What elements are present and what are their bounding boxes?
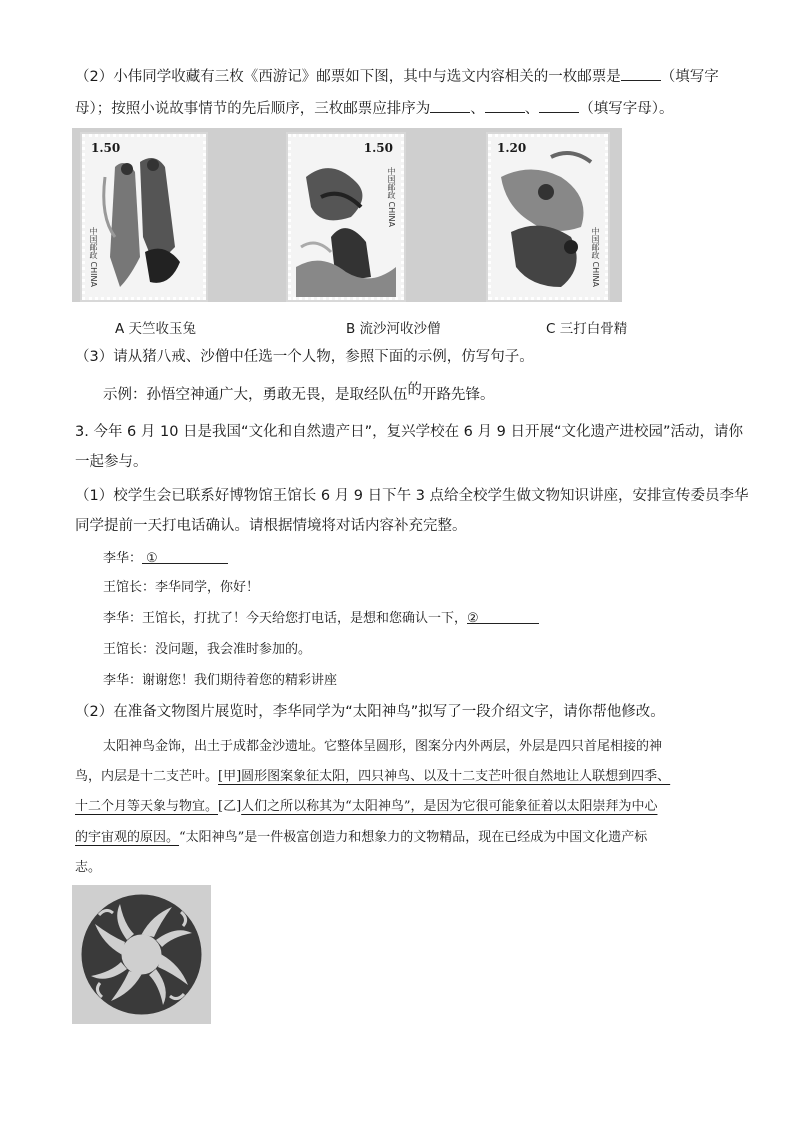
stamp-art-skeleton-demon [491,137,605,297]
speaker: 李华： [103,611,143,626]
example-text-end: 开路先锋。 [422,387,495,403]
answer-blank[interactable] [430,98,470,113]
dialog-text: 没问题，我会准时参加的。 [155,642,312,657]
answer-blank[interactable] [621,66,661,81]
stamp-caption-c: C 三打白骨精 [546,321,628,337]
speaker: 王馆长： [103,580,156,595]
stamp-b [288,134,404,300]
blank-number: ① [146,551,158,566]
stamps-photo [72,128,622,302]
q2-line1 [75,66,719,87]
sub2-para-line4 [75,828,647,848]
dialog-blank-1[interactable] [142,549,228,564]
stamp-country: 中国邮政 CHINA [89,227,98,287]
separator: 、 [470,101,485,117]
dialog-text: 李华同学，你好！ [155,580,260,595]
sub2-para-line2 [75,767,670,787]
dialog-line-1 [103,549,228,569]
stamp-c [488,134,608,300]
stamp-value: 1.50 [363,141,393,155]
sub2-para-line1: 太阳神鸟金饰，出土于成都金沙遗址。它整体呈圆形，图案分内外两层，外层是四只首尾相接的神 [103,739,663,754]
sub2-prompt: （2）在准备文物图片展览时，李华同学为“太阳神鸟”拟写了一段介绍文字，请你帮他修改。 [75,704,665,720]
dialog-line-2 [103,578,259,598]
sun-bird-icon [72,885,211,1024]
example-de: 的 [407,382,422,398]
dialog-line-4 [103,640,311,660]
q2-line2 [75,98,674,119]
example-text: 示例：孙悟空神通广大，勇敢无畏，是取经队伍 [103,387,408,403]
separator: 、 [524,101,540,117]
para-text: 鸟，内层是十二支芒叶。 [75,769,219,784]
stamp-art-immortals [85,137,203,297]
q2-text: （2）小伟同学收藏有三枚《西游记》邮票如下图，其中与选文内容相关的一枚邮票是 [75,69,621,85]
answer-blank[interactable] [485,98,525,113]
marker-yi: [乙] [218,799,242,814]
stamp-art-river-battle [291,137,401,297]
sun-bird-photo [72,885,211,1024]
q3main-line1: 3. 今年 6 月 10 日是我国“文化和自然遗产日”，复兴学校在 6 月 9 日开展“文化遗产进校园”活动，请你 [75,424,743,440]
q2-text: 母）；按照小说故事情节的先后顺序，三枚邮票应排序为 [75,101,431,117]
stamp-value: 1.20 [497,141,527,155]
stamp-country: 中国邮政 CHINA [387,167,396,227]
blank-number: ② [467,611,479,626]
dialog-line-5 [103,671,337,691]
stamp-value: 1.50 [91,141,121,155]
stamp-country: 中国邮政 CHINA [591,227,600,287]
stamp-a [82,134,206,300]
q3-example [103,382,495,405]
speaker: 李华： [103,551,143,566]
sub1-line1: （1）校学生会已联系好博物馆王馆长 6 月 9 日下午 3 点给全校学生做文物知识讲座，安排宣传委员李华 [75,488,749,504]
sentence-yi: 人们之所以称其为“太阳神鸟”，是因为它很可能象征着以太阳崇拜为中心 [241,799,658,814]
sentence-jia-end: 十二个月等天象与物宜。 [75,799,219,814]
para-text: “太阳神鸟”是一件极富创造力和想象力的文物精品，现在已经成为中国文化遗产标 [179,830,648,845]
sub2-para-line5: 志。 [75,860,102,875]
sub1-line2: 同学提前一天打电话确认。请根据情境将对话内容补充完整。 [75,518,467,534]
dialog-line-3 [103,609,539,629]
stamp-caption-a: A 天竺收玉兔 [115,321,197,337]
stamp-caption-b: B 流沙河收沙僧 [346,321,441,337]
answer-blank[interactable] [539,98,579,113]
q2-text-end: （填写字 [660,69,719,85]
sentence-jia: [甲]圆形图案象征太阳，四只神鸟、以及十二支芒叶很自然地让人联想到四季、 [218,769,671,784]
speaker: 王馆长： [103,642,156,657]
dialog-blank-2[interactable] [467,609,539,624]
sub2-para-line3 [75,797,657,817]
speaker: 李华： [103,673,143,688]
dialog-text: 王馆长，打扰了！今天给您打电话，是想和您确认一下， [142,611,468,626]
q3main-line2: 一起参与。 [75,454,148,470]
dialog-text: 谢谢您！我们期待着您的精彩讲座 [142,673,338,688]
q2-text-end: （填写字母）。 [579,101,674,117]
sentence-yi-end: 的宇宙观的原因。 [75,830,180,845]
q3-prompt: （3）请从猪八戒、沙僧中任选一个人物，参照下面的示例，仿写句子。 [75,349,534,365]
